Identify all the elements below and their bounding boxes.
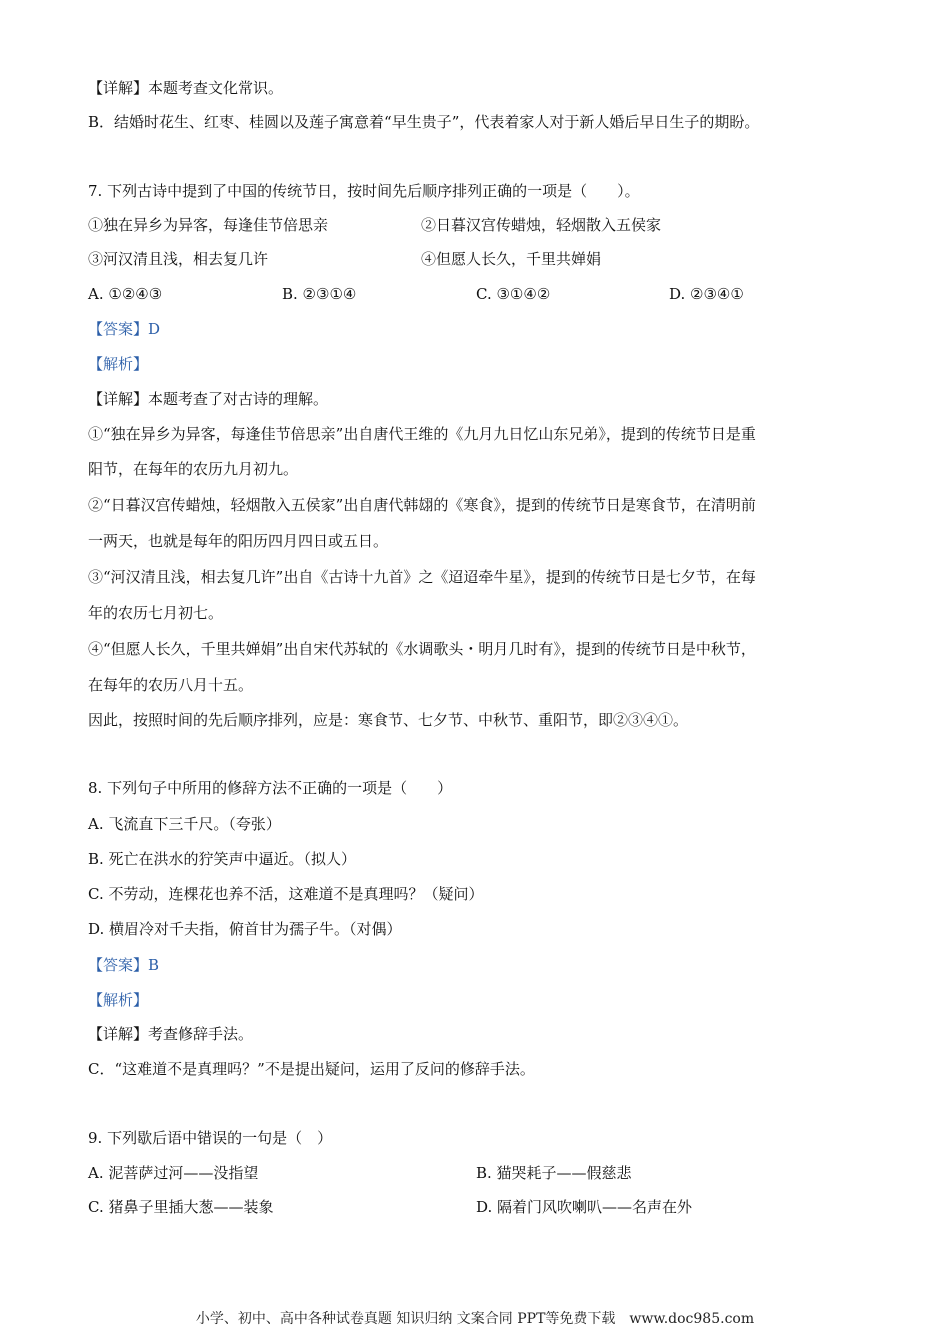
explanation-line: 一两天，也就是每年的阳历四月四日或五日。 bbox=[88, 532, 389, 550]
answer-label: 【答案】D bbox=[88, 320, 161, 338]
explanation-line: C．“这难道不是真理吗？”不是提出疑问，运用了反问的修辞手法。 bbox=[88, 1060, 535, 1078]
answer-label: 【答案】B bbox=[88, 956, 160, 974]
explanation-line: 阳节，在每年的农历九月初九。 bbox=[88, 460, 299, 478]
option-b: B. 猫哭耗子——假慈悲 bbox=[476, 1164, 632, 1182]
question-9-stem: 9. 下列歇后语中错误的一句是（ ） bbox=[88, 1129, 333, 1147]
explanation-line: 因此，按照时间的先后顺序排列，应是：寒食节、七夕节、中秋节、重阳节，即②③④①。 bbox=[88, 711, 689, 729]
explanation-line: ④“但愿人长久，千里共婵娟”出自宋代苏轼的《水调歌头・明月几时有》，提到的传统节日是中秋节， bbox=[88, 640, 756, 658]
footer-url[interactable]: www.doc985.com bbox=[629, 1311, 755, 1327]
analysis-label: 【解析】 bbox=[88, 355, 149, 373]
poem-line: ②日暮汉宫传蜡烛，轻烟散入五侯家 bbox=[421, 216, 662, 234]
explanation-line: 年的农历七月初七。 bbox=[88, 604, 224, 622]
option-b: B. 死亡在洪水的狞笑声中逼近。（拟人） bbox=[88, 850, 357, 868]
detail-label: 【详解】本题考查了对古诗的理解。 bbox=[88, 390, 329, 408]
option-d: D. 横眉冷对千夫指，俯首甘为孺子牛。（对偶） bbox=[88, 920, 402, 938]
option-c: C. 猪鼻子里插大葱——装象 bbox=[88, 1198, 274, 1216]
explanation-line: 在每年的农历八月十五。 bbox=[88, 676, 254, 694]
option-d: D. 隔着门风吹喇叭——名声在外 bbox=[476, 1198, 693, 1216]
explanation-line: B．结婚时花生、红枣、桂圆以及莲子寓意着“早生贵子”，代表着家人对于新人婚后早日生子的期盼。 bbox=[88, 113, 760, 131]
poem-line: ①独在异乡为异客，每逢佳节倍思亲 bbox=[88, 216, 329, 234]
explanation-line: ①“独在异乡为异客，每逢佳节倍思亲”出自唐代王维的《九月九日忆山东兄弟》，提到的传统节日是重 bbox=[88, 425, 756, 443]
option-a: A. 泥菩萨过河——没指望 bbox=[88, 1164, 259, 1182]
poem-line: ③河汉清且浅，相去复几许 bbox=[88, 250, 269, 268]
detail-label: 【详解】本题考查文化常识。 bbox=[88, 79, 284, 97]
detail-label: 【详解】考查修辞手法。 bbox=[88, 1025, 254, 1043]
option-d: D. ②③④① bbox=[669, 285, 744, 303]
option-a: A. 飞流直下三千尺。（夸张） bbox=[88, 815, 281, 833]
option-b: B. ②③①④ bbox=[282, 285, 357, 303]
poem-line: ④但愿人长久，千里共婵娟 bbox=[421, 250, 602, 268]
option-c: C. 不劳动，连棵花也养不活，这难道不是真理吗？（疑问） bbox=[88, 885, 484, 903]
explanation-line: ②“日暮汉宫传蜡烛，轻烟散入五侯家”出自唐代韩翃的《寒食》，提到的传统节日是寒食节，在清明前 bbox=[88, 496, 756, 514]
explanation-line: ③“河汉清且浅，相去复几许”出自《古诗十九首》之《迢迢牵牛星》，提到的传统节日是七夕节，在每 bbox=[88, 568, 756, 586]
footer-text: 小学、初中、高中各种试卷真题 知识归纳 文案合同 PPT等免费下载 bbox=[195, 1311, 616, 1327]
question-8-stem: 8. 下列句子中所用的修辞方法不正确的一项是（ ） bbox=[88, 779, 453, 797]
option-a: A. ①②④③ bbox=[88, 285, 163, 303]
page-footer bbox=[0, 1308, 950, 1328]
analysis-label: 【解析】 bbox=[88, 991, 149, 1009]
question-7-stem: 7. 下列古诗中提到了中国的传统节日，按时间先后顺序排列正确的一项是（ ）。 bbox=[88, 182, 640, 200]
option-c: C. ③①④② bbox=[476, 285, 551, 303]
